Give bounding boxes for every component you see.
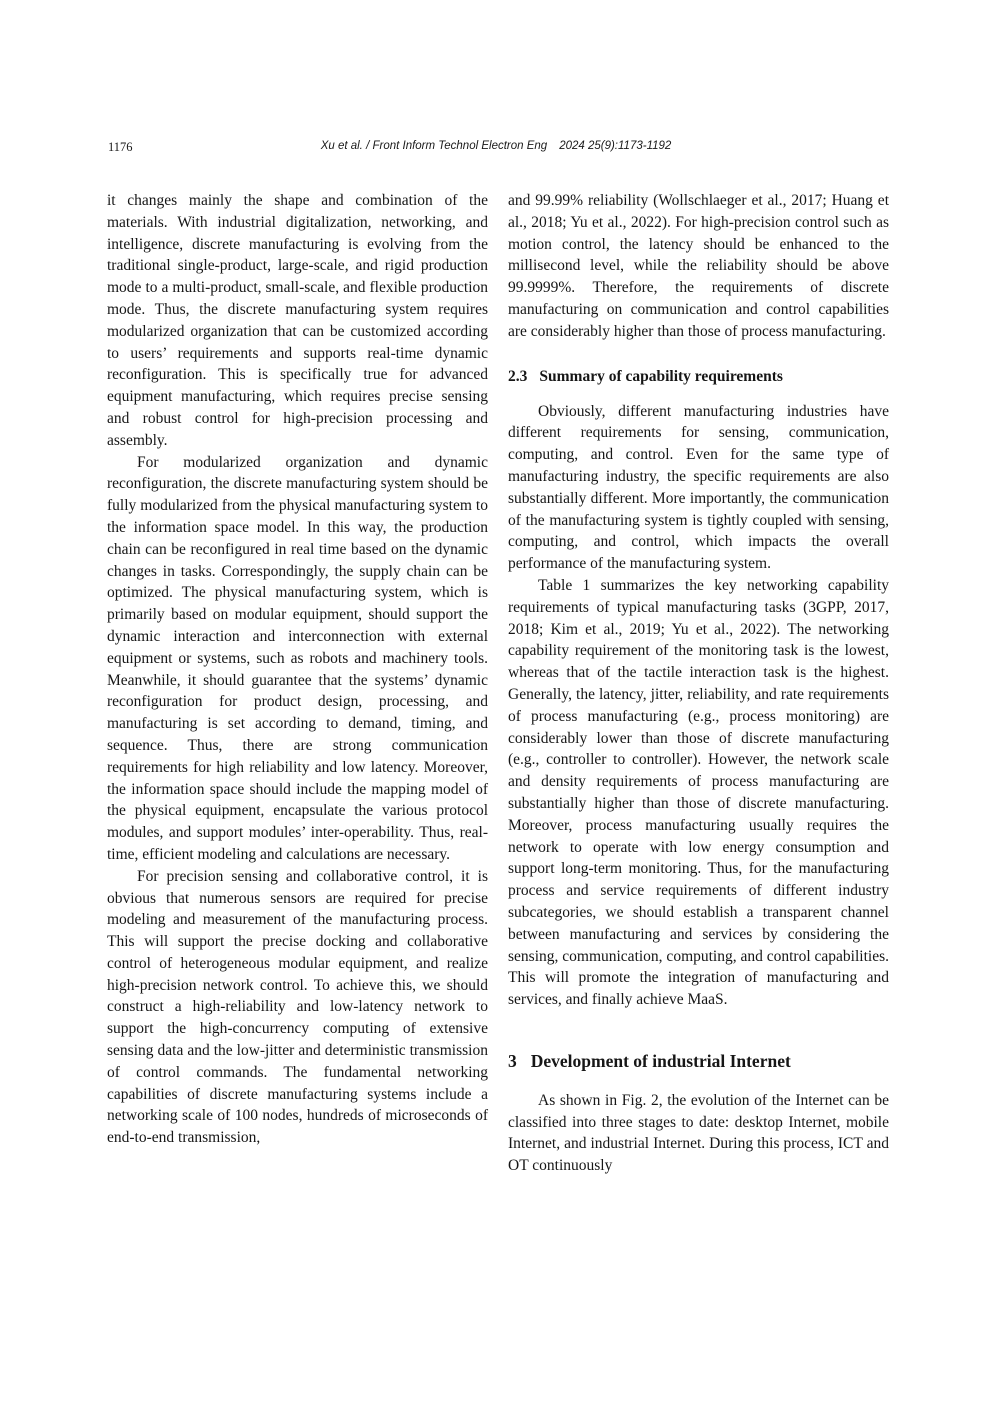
- subsection-heading: [508, 366, 889, 387]
- body-paragraph: and 99.99% reliability (Wollschlaeger et al., 2017; Huang et al., 2018; Yu et al., 2022). For high-precision control such as motion control, the latency should be enhanced to the millisecond level, while the reliability should be above 99.9999%. Therefore, the requirements of discrete manufacturing on communication and control capabilities are considerably higher than those of process manufacturing.: [508, 192, 889, 340]
- body-paragraph: For modularized organization and dynamic reconfiguration, the discrete manufacturing system should be fully modularized from the physical manufacturing system to the information space model. In this way, the production chain can be reconfigured in real time based on the dynamic changes in tasks. Correspondingly, the supply chain can be optimized. The physical manufacturing system, which is primarily based on modular equipment, should support the dynamic interaction and interconnection with external equipment or systems, such as robots and machinery tools. Meanwhile, it should guarantee that the systems’ dynamic reconfiguration for product design, processing, and manufacturing is set according to demand, timing, and sequence. Thus, there are strong communication requirements for high reliability and low latency. Moreover, the information space should include the mapping model of the physical equipment, encapsulate the various protocol modules, and support modules’ inter-operability. Thus, real-time, efficient modeling and calculations are necessary.: [107, 453, 488, 863]
- page-header: [0, 140, 992, 156]
- running-title-journal: Xu et al. / Front Inform Technol Electron Eng: [320, 140, 548, 152]
- page-number: 1176: [108, 140, 133, 154]
- right-column: [508, 190, 889, 1177]
- body-paragraph: As shown in Fig. 2, the evolution of the Internet can be classified into three stages to date: desktop Internet, mobile Internet, and industrial Internet. During this process, ICT and OT continuously: [508, 1091, 889, 1175]
- running-title-issue: 2024 25(9):1173-1192: [559, 140, 672, 152]
- left-column: [107, 190, 488, 1149]
- subsection-number: 2.3: [508, 367, 528, 385]
- body-paragraph: Table 1 summarizes the key networking capability requirements of typical manufacturing tasks (3GPP, 2017, 2018; Kim et al., 2019; Yu et al., 2022). The networking capability requirement of the monitoring task is the lowest, whereas that of the tactile interaction task is the highest. Generally, the latency, jitter, reliability, and rate requirements of process manufacturing (e.g., process monitoring) are considerably lower than those of discrete manufacturing (e.g., controller to controller). However, the network scale and density requirements of process manufacturing are substantially higher than those of discrete manufacturing. Moreover, process manufacturing usually requires the network to operate with low energy consumption and support long-term monitoring. Thus, for the manufacturing process and service requirements of different industry subcategories, we should establish a transparent channel between manufacturing and services by considering the sensing, communication, computing, and control capabilities. This will promote the integration of manufacturing and services, and finally achieve MaaS.: [508, 576, 889, 1009]
- section-heading: [508, 1050, 889, 1073]
- section-title: Development of industrial Internet: [530, 1050, 791, 1071]
- body-paragraph: Obviously, different manufacturing industries have different requirements for sensing, communication, computing, and control. Even for the same type of manufacturing industry, the specific requirements are also substantially different. More importantly, the communication of the manufacturing system is tightly coupled with sensing, computing, and control, which impacts the overall performance of the manufacturing system.: [508, 402, 889, 573]
- body-paragraph: it changes mainly the shape and combination of the materials. With industrial digitalization, networking, and intelligence, discrete manufacturing is evolving from the traditional single-product, large-scale, and rigid production mode to a multi-product, small-scale, and flexible production mode. Thus, the discrete manufacturing system requires modularized organization that can be customized according to users’ requirements and supports real-time dynamic reconfiguration. This is specifically true for advanced equipment manufacturing, which requires precise sensing and robust control for high-precision processing and assembly.: [107, 192, 488, 449]
- subsection-title: Summary of capability requirements: [539, 367, 783, 385]
- section-number: 3: [508, 1050, 517, 1071]
- body-paragraph: For precision sensing and collaborative control, it is obvious that numerous sensors are required for precise modeling and measurement of the manufacturing process. This will support the precise docking and collaborative control of heterogeneous modular equipment, and realize high-precision network control. To achieve this, we should construct a high-reliability and low-latency network to support the high-concurrency computing of extensive sensing data and the low-jitter and deterministic transmission of control commands. The fundamental networking capabilities of discrete manufacturing systems include a networking scale of 100 nodes, hundreds of microseconds of end-to-end transmission,: [107, 867, 488, 1147]
- running-title: [0, 140, 992, 152]
